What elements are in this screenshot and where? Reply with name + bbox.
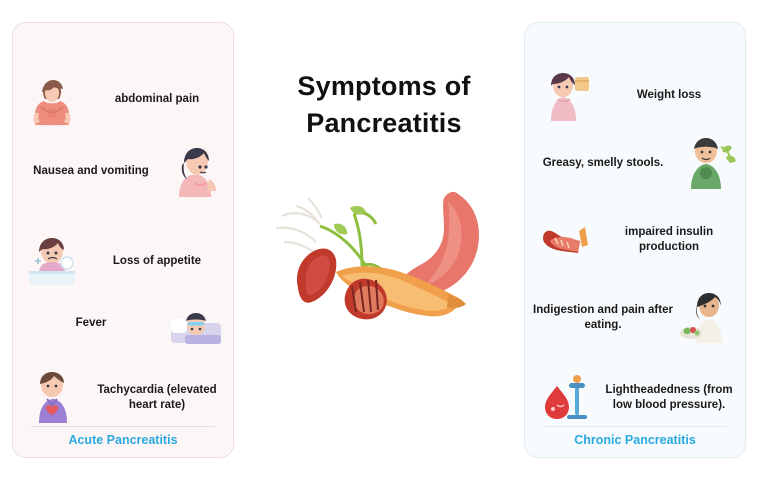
person-in-bed-fever-icon — [165, 295, 227, 353]
panel-footer-label: Chronic Pancreatitis — [574, 433, 696, 447]
symptom-row — [21, 295, 227, 353]
symptom-label: Nausea and vomiting — [33, 165, 149, 178]
symptom-row — [533, 289, 739, 347]
panel-divider — [543, 426, 727, 427]
symptom-label: Greasy, smelly stools. — [542, 157, 664, 170]
symptom-label: Lightheadedness (from low blood pressure). — [605, 383, 733, 411]
woman-holding-stomach-icon — [21, 71, 83, 129]
symptom-row — [533, 369, 739, 427]
title-line-2: Pancreatitis — [306, 108, 462, 139]
title-line-1: Symptoms of — [297, 71, 471, 101]
man-stomach-upset-icon — [677, 135, 739, 193]
symptom-row — [21, 143, 227, 201]
pancreas-icon — [533, 211, 595, 269]
panel-divider — [31, 426, 215, 427]
symptom-row — [533, 211, 739, 269]
woman-refusing-food-icon — [21, 233, 83, 291]
chronic-pancreatitis-panel — [524, 22, 746, 458]
panel-footer-label: Acute Pancreatitis — [68, 433, 178, 447]
symptom-label: Weight loss — [636, 89, 702, 102]
symptom-row — [21, 233, 227, 291]
symptom-label: Tachycardia (elevated heart rate) — [97, 383, 217, 411]
pancreas-stomach-anatomy-illustration — [262, 176, 510, 356]
man-heart-palpitations-icon — [21, 369, 83, 427]
blood-drop-pressure-gauge-icon — [533, 369, 595, 427]
symptom-label: Loss of appetite — [112, 255, 202, 268]
woman-nauseous-icon — [165, 143, 227, 201]
symptom-label: impaired insulin production — [624, 225, 714, 253]
symptom-label: Indigestion and pain after eating. — [533, 303, 673, 331]
woman-weight-loss-icon — [533, 67, 595, 125]
symptom-label: Fever — [75, 317, 107, 330]
symptom-label: abdominal pain — [114, 93, 200, 106]
page-title — [252, 68, 516, 143]
symptom-row — [533, 135, 739, 193]
symptom-row — [533, 67, 739, 125]
woman-eating-salad-icon — [677, 289, 739, 347]
symptom-row — [21, 369, 227, 427]
symptom-row — [21, 71, 227, 129]
acute-pancreatitis-panel — [12, 22, 234, 458]
